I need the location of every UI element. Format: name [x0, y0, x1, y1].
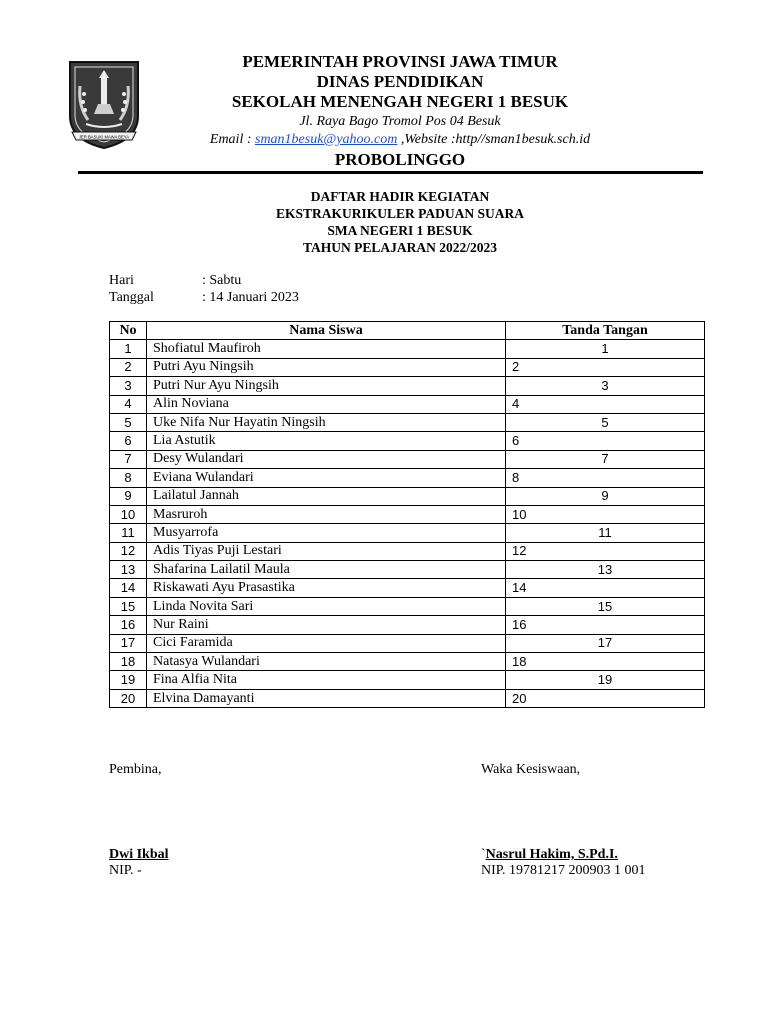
email-label: Email :: [209, 132, 255, 147]
signature-cell: 15: [506, 597, 705, 615]
table-row: [110, 377, 705, 395]
table-row: [110, 689, 705, 707]
table-row: [110, 579, 705, 597]
letterhead: [150, 52, 650, 171]
student-name: Eviana Wulandari: [147, 469, 506, 487]
table-row: [110, 487, 705, 505]
website-text: ,Website :http//sman1besuk.sch.id: [397, 132, 591, 147]
row-number: 13: [110, 561, 147, 579]
letterhead-divider: [78, 171, 703, 174]
signature-cell: 1: [506, 340, 705, 358]
title-line3: SMA NEGERI 1 BESUK: [327, 223, 473, 238]
table-row: [110, 524, 705, 542]
signature-cell: 20: [506, 689, 705, 707]
table-row: [110, 395, 705, 413]
table-row: [110, 561, 705, 579]
row-number: 11: [110, 524, 147, 542]
row-number: 8: [110, 469, 147, 487]
row-number: 4: [110, 395, 147, 413]
title-line1: DAFTAR HADIR KEGIATAN: [310, 189, 490, 204]
city-name: PROBOLINGGO: [334, 150, 466, 169]
letterhead-line2: DINAS PENDIDIKAN: [316, 72, 484, 91]
table-row: [110, 505, 705, 523]
signatory-right: [481, 847, 646, 879]
emblem-ribbon-text: JER BASUKI MAWA BEYA: [78, 134, 130, 140]
student-name: Riskawati Ayu Prasastika: [147, 579, 506, 597]
student-name: Fina Alfia Nita: [147, 671, 506, 689]
row-number: 7: [110, 450, 147, 468]
date-label: Tanggal: [109, 290, 154, 305]
student-name: Desy Wulandari: [147, 450, 506, 468]
row-number: 19: [110, 671, 147, 689]
east-java-emblem-icon: [66, 58, 142, 150]
student-name: Musyarrofa: [147, 524, 506, 542]
signatory-left-name: Dwi Ikbal: [109, 847, 169, 862]
table-row: [110, 450, 705, 468]
row-number: 17: [110, 634, 147, 652]
signature-cell: 2: [506, 358, 705, 376]
table-row: [110, 358, 705, 376]
letterhead-line1: PEMERINTAH PROVINSI JAWA TIMUR: [242, 52, 558, 71]
signature-cell: 6: [506, 432, 705, 450]
student-name: Natasya Wulandari: [147, 653, 506, 671]
student-name: Adis Tiyas Puji Lestari: [147, 542, 506, 560]
signature-cell: 11: [506, 524, 705, 542]
signatory-left-role: Pembina,: [109, 762, 162, 777]
row-number: 20: [110, 689, 147, 707]
table-row: [110, 542, 705, 560]
table-row: [110, 413, 705, 431]
signature-cell: 13: [506, 561, 705, 579]
signature-cell: 18: [506, 653, 705, 671]
signature-cell: 7: [506, 450, 705, 468]
row-number: 3: [110, 377, 147, 395]
document-title: [150, 188, 650, 256]
student-name: Elvina Damayanti: [147, 689, 506, 707]
student-name: Nur Raini: [147, 616, 506, 634]
header-name: Nama Siswa: [147, 322, 506, 340]
row-number: 16: [110, 616, 147, 634]
signature-cell: 12: [506, 542, 705, 560]
day-value: : Sabtu: [202, 273, 242, 288]
table-row: [110, 616, 705, 634]
row-number: 9: [110, 487, 147, 505]
signature-cell: 8: [506, 469, 705, 487]
header-no: No: [110, 322, 147, 340]
student-name: Putri Nur Ayu Ningsih: [147, 377, 506, 395]
student-name: Linda Novita Sari: [147, 597, 506, 615]
signature-cell: 5: [506, 413, 705, 431]
student-name: Uke Nifa Nur Hayatin Ningsih: [147, 413, 506, 431]
student-name: Lailatul Jannah: [147, 487, 506, 505]
header-signature: Tanda Tangan: [506, 322, 705, 340]
table-row: [110, 671, 705, 689]
row-number: 5: [110, 413, 147, 431]
signatory-right-name: Nasrul Hakim, S.Pd.I.: [485, 847, 618, 862]
school-address: Jl. Raya Bago Tromol Pos 04 Besuk: [299, 114, 501, 129]
row-number: 15: [110, 597, 147, 615]
student-name: Shofiatul Maufiroh: [147, 340, 506, 358]
table-row: [110, 469, 705, 487]
table-row: [110, 432, 705, 450]
row-number: 18: [110, 653, 147, 671]
student-name: Alin Noviana: [147, 395, 506, 413]
signature-cell: 10: [506, 505, 705, 523]
email-link[interactable]: sman1besuk@yahoo.com: [255, 132, 398, 147]
row-number: 12: [110, 542, 147, 560]
signatory-left: [109, 847, 169, 879]
signature-cell: 3: [506, 377, 705, 395]
table-row: [110, 597, 705, 615]
table-row: [110, 653, 705, 671]
signature-cell: 19: [506, 671, 705, 689]
day-label: Hari: [109, 273, 134, 288]
table-row: [110, 634, 705, 652]
signatory-right-nip: NIP. 19781217 200903 1 001: [481, 863, 646, 878]
student-name: Masruroh: [147, 505, 506, 523]
school-contact: [150, 131, 650, 149]
row-number: 2: [110, 358, 147, 376]
letterhead-line3: SEKOLAH MENENGAH NEGERI 1 BESUK: [231, 92, 569, 111]
signatory-right-prefix: `: [481, 847, 486, 862]
attendance-table: [109, 321, 705, 708]
event-info: [109, 272, 299, 306]
signature-cell: 9: [506, 487, 705, 505]
row-number: 1: [110, 340, 147, 358]
date-value: : 14 Januari 2023: [202, 290, 299, 305]
row-number: 14: [110, 579, 147, 597]
title-line2: EKSTRAKURIKULER PADUAN SUARA: [275, 206, 525, 221]
signatory-right-role: Waka Kesiswaan,: [481, 762, 581, 777]
student-name: Lia Astutik: [147, 432, 506, 450]
signatory-left-nip: NIP. -: [109, 863, 142, 878]
signature-cell: 14: [506, 579, 705, 597]
row-number: 6: [110, 432, 147, 450]
signature-cell: 17: [506, 634, 705, 652]
signature-cell: 4: [506, 395, 705, 413]
title-line4: TAHUN PELAJARAN 2022/2023: [302, 240, 497, 255]
table-row: [110, 340, 705, 358]
student-name: Shafarina Lailatil Maula: [147, 561, 506, 579]
table-header-row: [110, 322, 705, 340]
student-name: Putri Ayu Ningsih: [147, 358, 506, 376]
student-name: Cici Faramida: [147, 634, 506, 652]
row-number: 10: [110, 505, 147, 523]
signature-cell: 16: [506, 616, 705, 634]
